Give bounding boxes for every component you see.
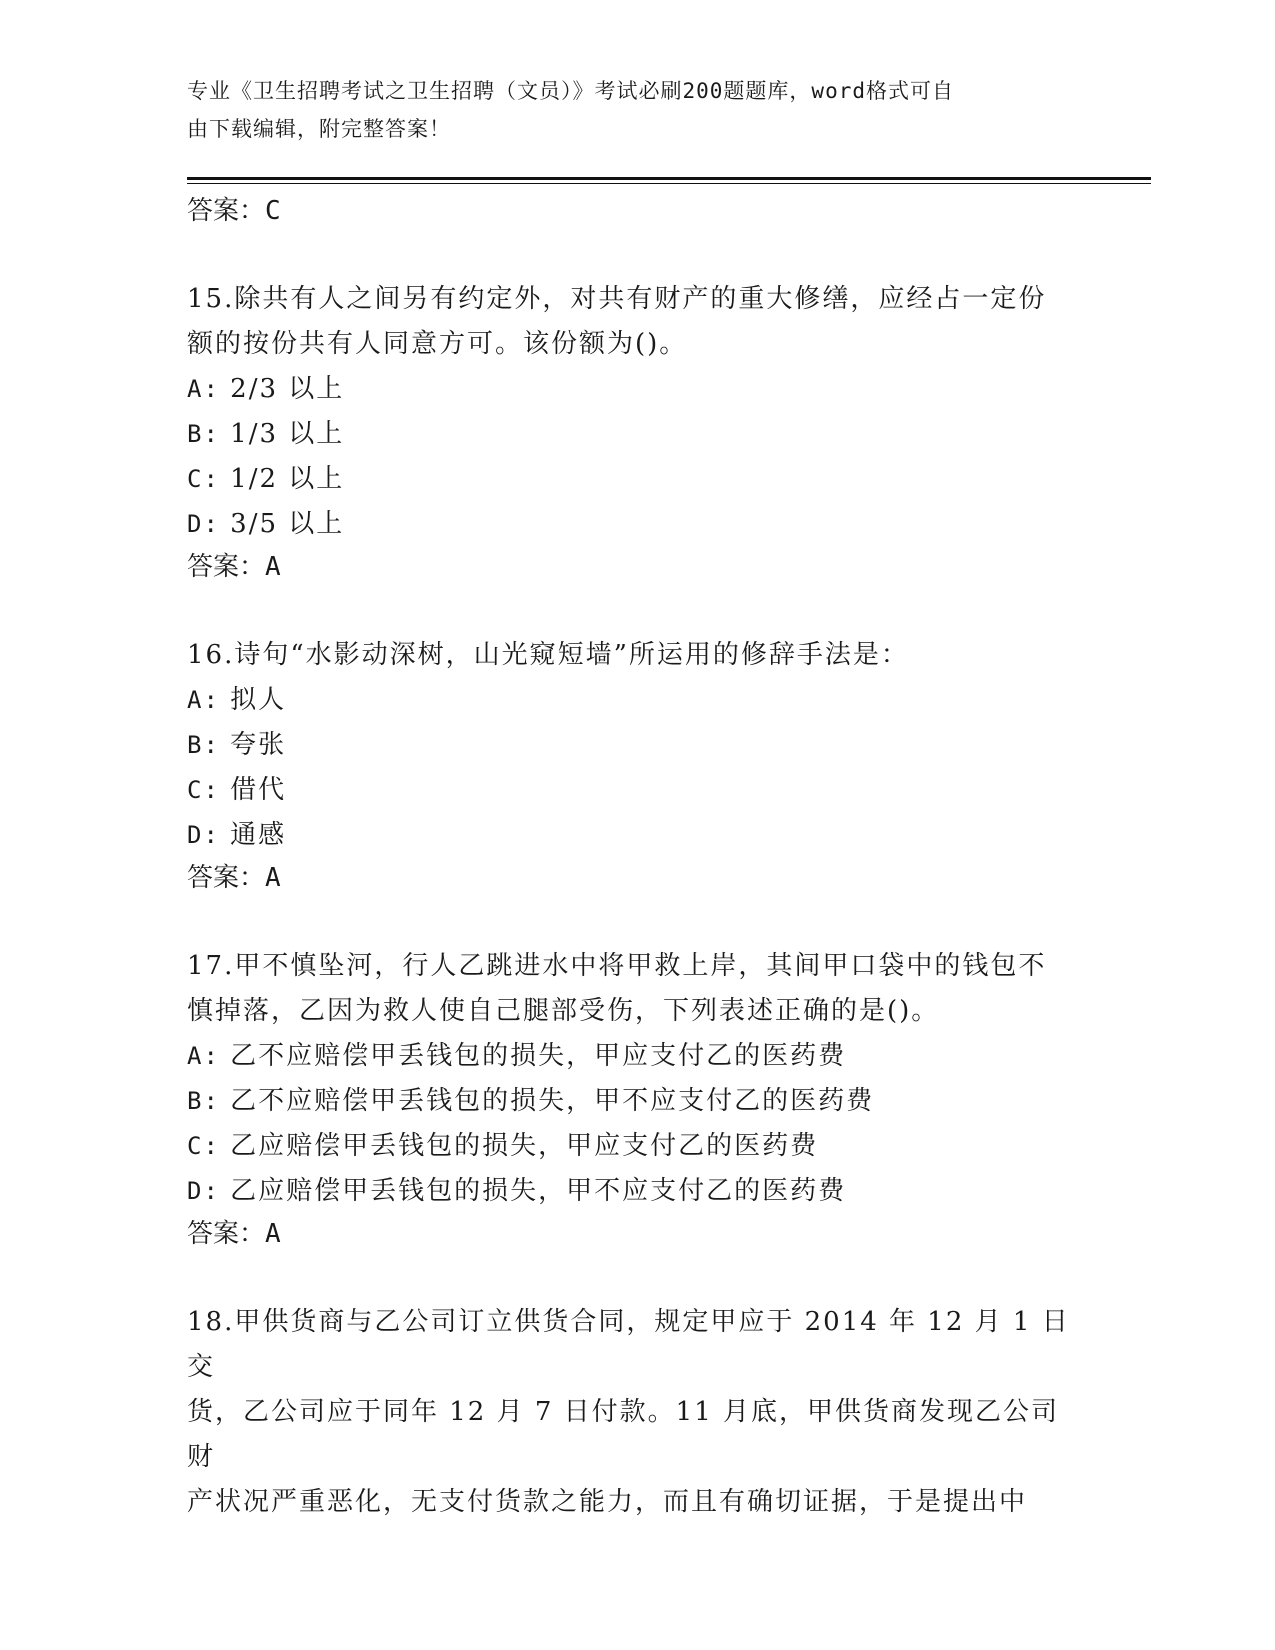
option-key: A: xyxy=(187,1042,220,1070)
answer-line xyxy=(187,1214,1087,1254)
option-d xyxy=(187,1169,1087,1214)
option-key: C: xyxy=(187,776,220,804)
option-key: B: xyxy=(187,1087,220,1115)
question-text-line: 慎掉落，乙因为救人使自己腿部受伤，下列表述正确的是()。 xyxy=(187,996,940,1026)
option-text: 乙应赔偿甲丢钱包的损失，甲应支付乙的医药费 xyxy=(230,1131,819,1161)
option-a xyxy=(187,367,1087,412)
answer-value: A xyxy=(265,1219,281,1249)
option-text: 1/3 以上 xyxy=(230,419,345,449)
option-key: C: xyxy=(187,465,220,493)
option-c xyxy=(187,768,1087,813)
header-divider-thin xyxy=(187,183,1151,184)
option-b xyxy=(187,1079,1087,1124)
question-18 xyxy=(187,1300,1087,1525)
document-header xyxy=(187,72,1067,148)
option-key: B: xyxy=(187,420,220,448)
answer-label: 答案： xyxy=(187,863,266,893)
option-text: 乙不应赔偿甲丢钱包的损失，甲应支付乙的医药费 xyxy=(230,1041,847,1071)
option-d xyxy=(187,813,1087,858)
question-text-line: 产状况严重恶化，无支付货款之能力，而且有确切证据，于是提出中 xyxy=(187,1487,1028,1517)
option-d xyxy=(187,502,1087,547)
question-17 xyxy=(187,944,1087,1254)
option-text: 夸张 xyxy=(230,730,287,760)
option-text: 乙应赔偿甲丢钱包的损失，甲不应支付乙的医药费 xyxy=(230,1176,847,1206)
option-key: D: xyxy=(187,510,220,538)
question-text-line: 货，乙公司应于同年 12 月 7 日付款。11 月底，甲供货商发现乙公司财 xyxy=(187,1397,1060,1472)
header-divider-thick xyxy=(187,177,1151,180)
option-text: 拟人 xyxy=(230,685,287,715)
answer-label: 答案： xyxy=(187,1219,266,1249)
question-16 xyxy=(187,633,1087,898)
answer-value: C xyxy=(265,196,281,226)
answer-line xyxy=(187,547,1087,587)
answer-label: 答案： xyxy=(187,196,266,226)
option-a xyxy=(187,1034,1087,1079)
answer-line xyxy=(187,191,1087,231)
question-text-line: 17.甲不慎坠河，行人乙跳进水中将甲救上岸，其间甲口袋中的钱包不 xyxy=(187,951,1047,981)
answer-value: A xyxy=(265,863,281,893)
option-text: 借代 xyxy=(230,775,287,805)
option-b xyxy=(187,723,1087,768)
question-15 xyxy=(187,277,1087,587)
option-text: 1/2 以上 xyxy=(230,464,345,494)
option-text: 2/3 以上 xyxy=(230,374,345,404)
header-line-2: 由下载编辑，附完整答案！ xyxy=(187,117,451,141)
option-key: B: xyxy=(187,731,220,759)
question-text-line: 15.除共有人之间另有约定外，对共有财产的重大修缮，应经占一定份 xyxy=(187,284,1047,314)
answer-value: A xyxy=(265,552,281,582)
option-text: 3/5 以上 xyxy=(230,509,345,539)
answer-label: 答案： xyxy=(187,552,266,582)
option-text: 通感 xyxy=(230,820,287,850)
document-body xyxy=(187,191,1087,1525)
option-c xyxy=(187,1124,1087,1169)
option-key: D: xyxy=(187,1177,220,1205)
option-b xyxy=(187,412,1087,457)
option-key: C: xyxy=(187,1132,220,1160)
option-text: 乙不应赔偿甲丢钱包的损失，甲不应支付乙的医药费 xyxy=(230,1086,875,1116)
option-key: D: xyxy=(187,821,220,849)
option-key: A: xyxy=(187,375,220,403)
header-line-1: 专业《卫生招聘考试之卫生招聘（文员）》考试必刷200题题库，word格式可自 xyxy=(187,79,954,103)
question-text-line: 16.诗句“水影动深树，山光窥短墙”所运用的修辞手法是： xyxy=(187,640,909,670)
option-a xyxy=(187,678,1087,723)
question-text-line: 18.甲供货商与乙公司订立供货合同，规定甲应于 2014 年 12 月 1 日交 xyxy=(187,1307,1070,1382)
option-key: A: xyxy=(187,686,220,714)
question-text-line: 额的按份共有人同意方可。该份额为()。 xyxy=(187,329,688,359)
option-c xyxy=(187,457,1087,502)
answer-line xyxy=(187,858,1087,898)
